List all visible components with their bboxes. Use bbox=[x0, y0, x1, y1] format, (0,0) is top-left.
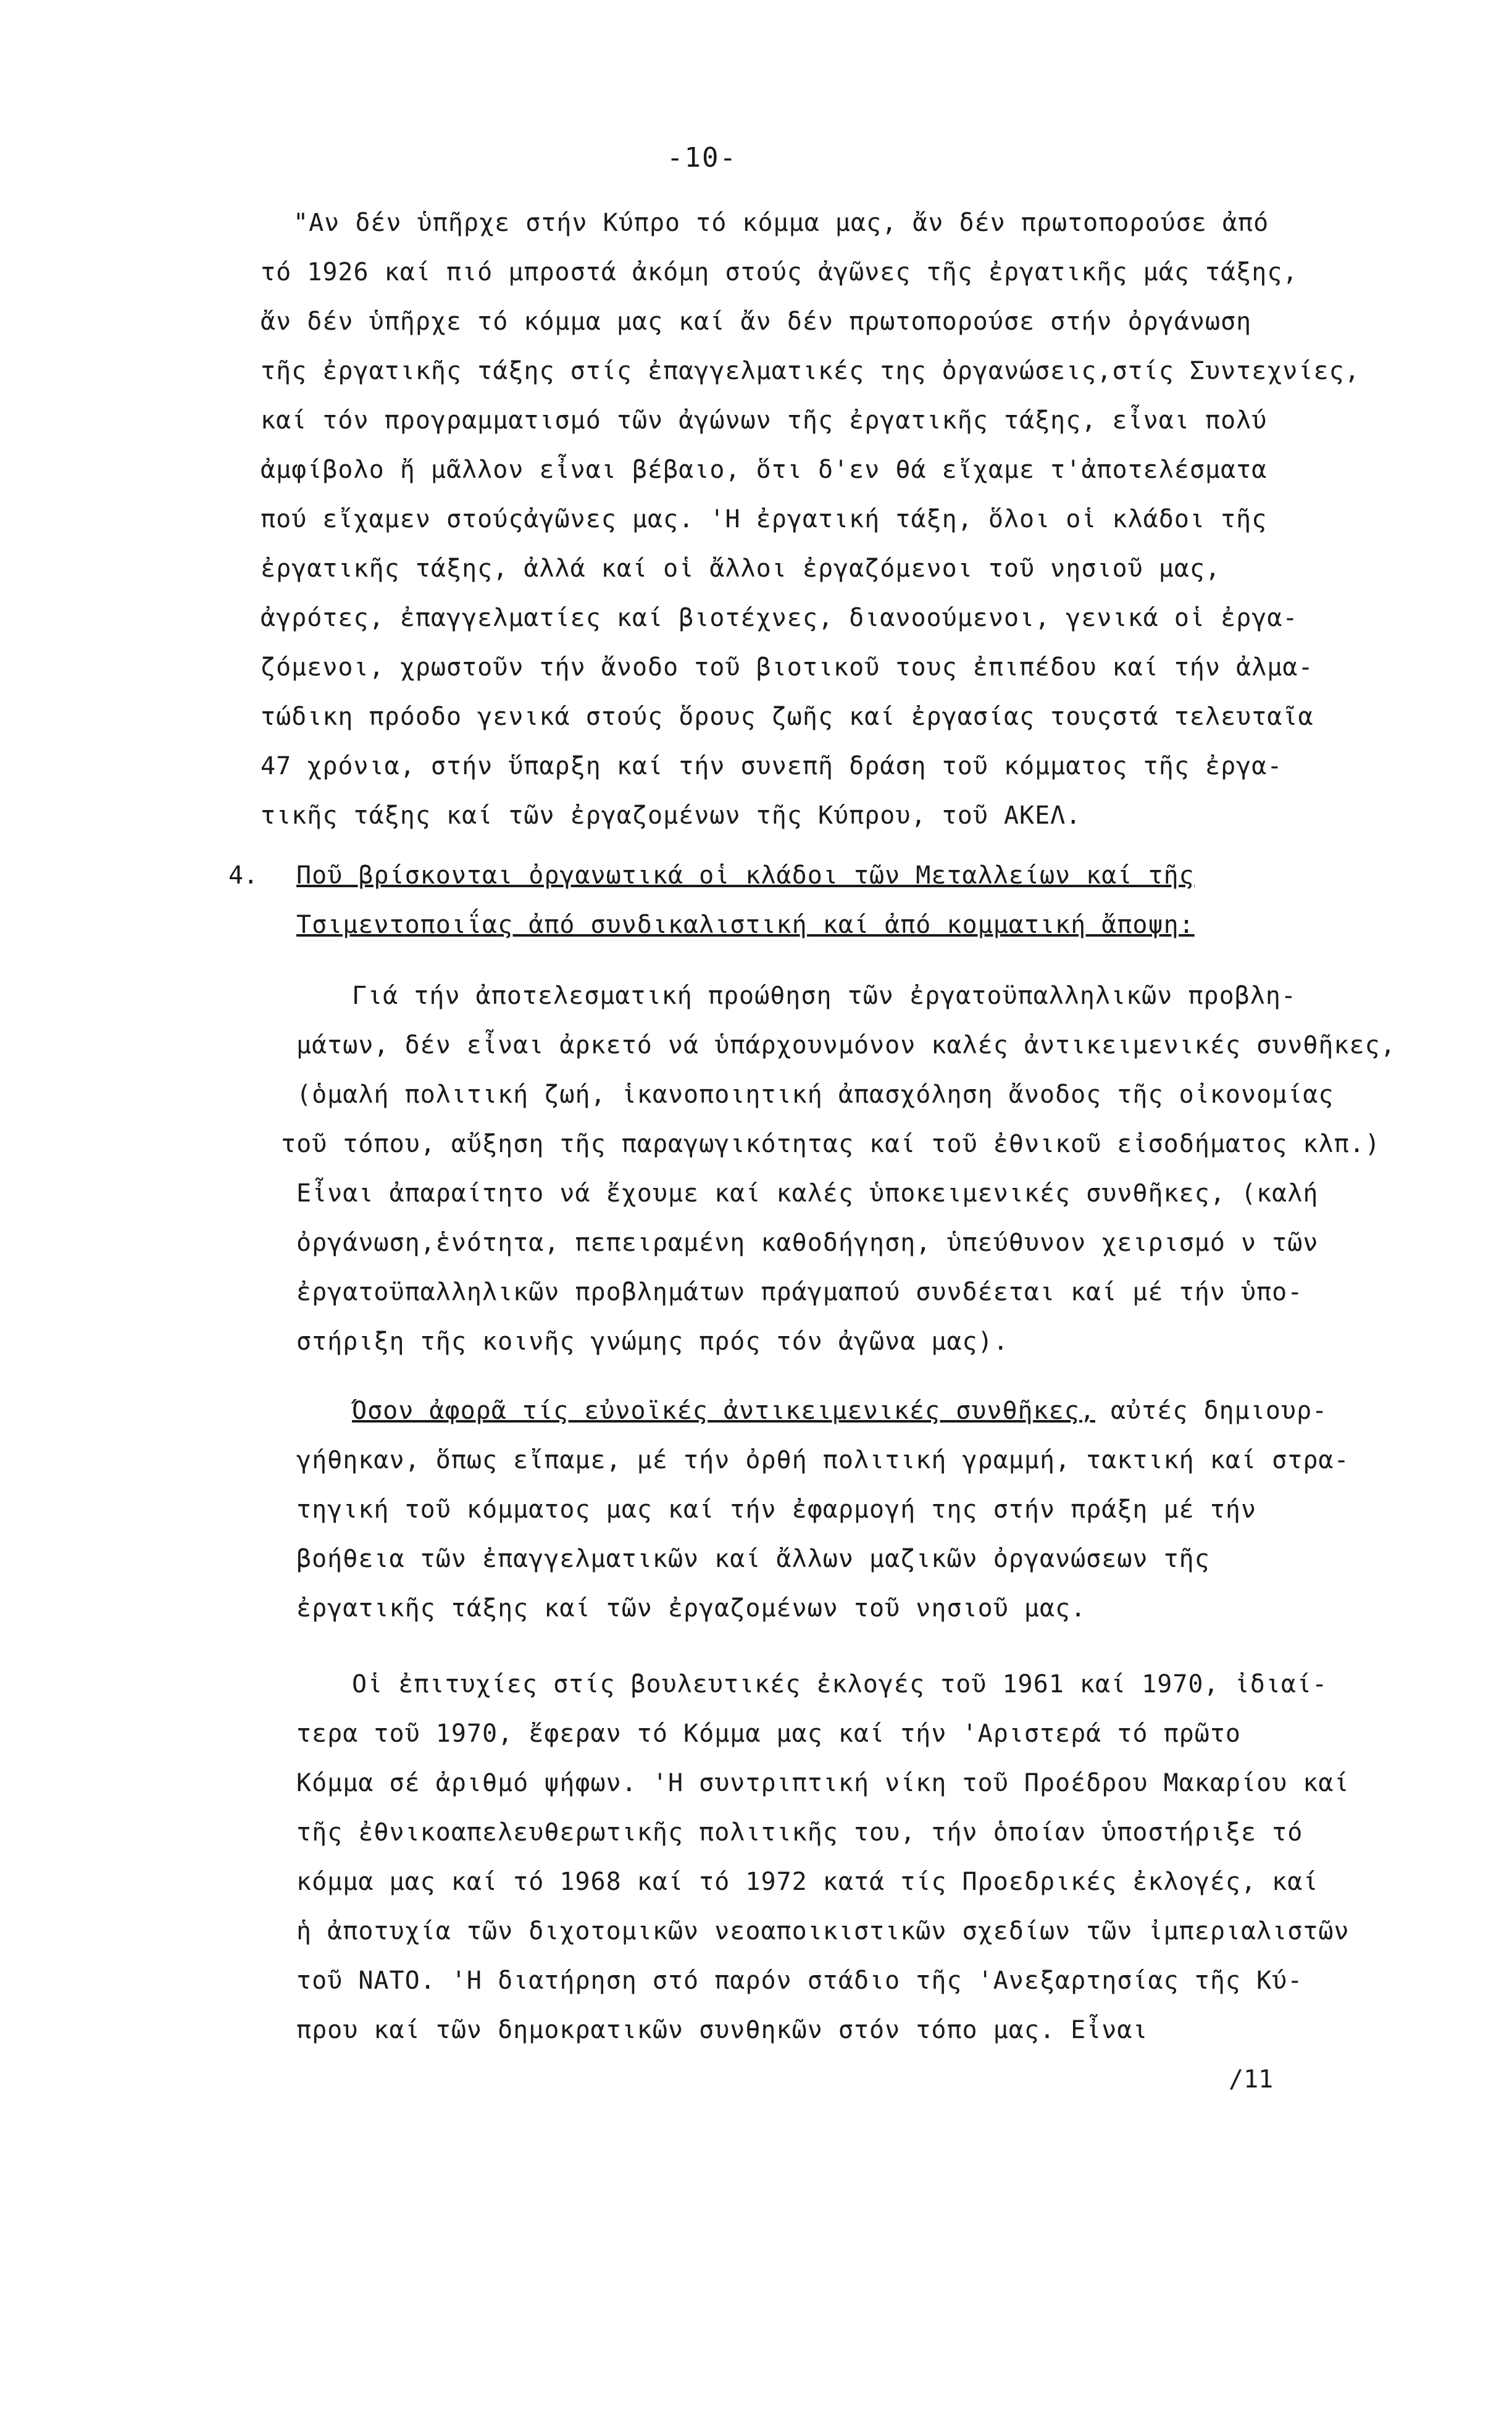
p2-line-2: μάτων, δέν εἶναι ἀρκετό νά ὑπάρχουνμόνον καλές ἀντικειμενικές συνθῆκες, bbox=[296, 1031, 1396, 1059]
p3-line-2: γήθηκαν, ὅπως εἴπαμε, μέ τήν ὀρθή πολιτική γραμμή, τακτική καί στρα- bbox=[296, 1446, 1350, 1474]
p1-line-4: τῆς ἐργατικῆς τάξης στίς ἐπαγγελματικές της ὀργανώσεις,στίς Συντεχνίες, bbox=[261, 357, 1360, 385]
p4-line-5: κόμμα μας καί τό 1968 καί τό 1972 κατά τίς Προεδρικές ἐκλογές, καί bbox=[296, 1868, 1319, 1896]
p4-line-8: πρου καί τῶν δημοκρατικῶν συνθηκῶν στόν τόπο μας. Εἶναι bbox=[296, 2016, 1148, 2044]
section-heading-line-1: Ποῦ βρίσκονται ὀργανωτικά οἱ κλάδοι τῶν Μεταλλείων καί τῆς bbox=[296, 861, 1195, 890]
p2-line-5: Εἶναι ἀπαραίτητο νά ἔχουμε καί καλές ὑποκειμενικές συνθῆκες, (καλή bbox=[296, 1179, 1319, 1208]
p1-line-5: καί τόν προγραμματισμό τῶν ἀγώνων τῆς ἐργατικῆς τάξης, εἶναι πολύ bbox=[261, 406, 1268, 435]
p2-line-1: Γιά τήν ἀποτελεσματική προώθηση τῶν ἐργατοϋπαλληλικῶν προβλη- bbox=[352, 982, 1297, 1010]
p2-line-6: ὀργάνωση,ἑνότητα, πεπειραμένη καθοδήγηση, ὑπεύθυνον χειρισμό ν τῶν bbox=[296, 1229, 1319, 1257]
p4-line-6: ἡ ἀποτυχία τῶν διχοτομικῶν νεοαποικιστικῶν σχεδίων τῶν ἰμπεριαλιστῶν bbox=[296, 1917, 1350, 1945]
p1-line-8: ἐργατικῆς τάξης, ἀλλά καί οἱ ἄλλοι ἐργαζόμενοι τοῦ νησιοῦ μας, bbox=[261, 554, 1221, 583]
p3-line-5: ἐργατικῆς τάξης καί τῶν ἐργαζομένων τοῦ νησιοῦ μας. bbox=[296, 1594, 1087, 1623]
p1-line-11: τώδικη πρόοδο γενικά στούς ὅρους ζωῆς καί ἐργασίας τουςστά τελευταῖα bbox=[261, 703, 1314, 731]
p1-line-10: ζόμενοι, χρωστοῦν τήν ἄνοδο τοῦ βιοτικοῦ τους ἐπιπέδου καί τήν ἀλμα- bbox=[261, 653, 1314, 682]
section-number: 4. bbox=[228, 861, 259, 890]
p2-line-4: τοῦ τόπου, αὔξηση τῆς παραγωγικότητας καί τοῦ ἐθνικοῦ εἰσοδήματος κλπ.) bbox=[281, 1130, 1380, 1158]
p4-line-4: τῆς ἐθνικοαπελευθερωτικῆς πολιτικῆς του, τήν ὁποίαν ὑποστήριξε τό bbox=[296, 1818, 1303, 1847]
p1-line-9: ἀγρότες, ἐπαγγελματίες καί βιοτέχνες, διανοούμενοι, γενικά οἱ ἐργα- bbox=[261, 604, 1298, 632]
p3-line-1 bbox=[352, 1397, 1327, 1425]
section-heading-line-2: Τσιμεντοποιΐας ἀπό συνδικαλιστική καί ἀπό κομματική ἄποψη: bbox=[296, 911, 1195, 939]
p4-line-1: Οἱ ἐπιτυχίες στίς βουλευτικές ἐκλογές τοῦ 1961 καί 1970, ἰδιαί- bbox=[352, 1670, 1328, 1699]
continuation-marker: /11 bbox=[1229, 2065, 1274, 2094]
p4-line-3: Κόμμα σέ ἀριθμό ψήφων. 'Η συντριπτική νίκη τοῦ Προέδρου Μακαρίου καί bbox=[296, 1769, 1350, 1797]
p3-line-4: βοήθεια τῶν ἐπαγγελματικῶν καί ἄλλων μαζικῶν ὀργανώσεων τῆς bbox=[296, 1545, 1210, 1573]
p2-line-3: (ὁμαλή πολιτική ζωή, ἱκανοποιητική ἀπασχόληση ἄνοδος τῆς οἰκονομίας bbox=[296, 1080, 1334, 1109]
p3-first-line-rest: αὐτές δημιουρ- bbox=[1095, 1397, 1328, 1425]
p3-underlined-lead: Όσον ἀφορᾶ τίς εὐνοϊκές ἀντικειμενικές συνθῆκες, bbox=[352, 1397, 1095, 1425]
p1-line-7: πού εἴχαμεν στούςἀγῶνες μας. 'Η ἐργατική τάξη, ὅλοι οἱ κλάδοι τῆς bbox=[261, 505, 1268, 533]
p2-line-8: στήριξη τῆς κοινῆς γνώμης πρός τόν ἀγῶνα μας). bbox=[296, 1327, 1009, 1356]
page-number: -10- bbox=[667, 142, 737, 173]
p1-line-12: 47 χρόνια, στήν ὕπαρξη καί τήν συνεπῆ δράση τοῦ κόμματος τῆς ἐργα- bbox=[261, 752, 1283, 780]
p2-line-7: ἐργατοϋπαλληλικῶν προβλημάτων πράγμαπού συνδέεται καί μέ τήν ὑπο- bbox=[296, 1278, 1303, 1306]
p4-line-2: τερα τοῦ 1970, ἔφεραν τό Κόμμα μας καί τήν 'Αριστερά τό πρῶτο bbox=[296, 1719, 1242, 1748]
p1-line-6: ἀμφίβολο ἤ μᾶλλον εἶναι βέβαιο, ὅτι δ'εν θά εἴχαμε τ'ἀποτελέσματα bbox=[261, 456, 1268, 484]
p1-line-3: ἄν δέν ὑπῆρχε τό κόμμα μας καί ἄν δέν πρωτοπορούσε στήν ὀργάνωση bbox=[261, 307, 1252, 336]
p1-line-2: τό 1926 καί πιό μπροστά ἀκόμη στούς ἀγῶνες τῆς ἐργατικῆς μάς τάξης, bbox=[261, 258, 1298, 286]
p1-line-1: "Αν δέν ὑπῆρχε στήν Κύπρο τό κόμμα μας, ἄν δέν πρωτοπορούσε ἀπό bbox=[293, 209, 1269, 237]
p3-line-3: τηγική τοῦ κόμματος μας καί τήν ἐφαρμογή της στήν πράξη μέ τήν bbox=[296, 1495, 1257, 1524]
p1-line-13: τικῆς τάξης καί τῶν ἐργαζομένων τῆς Κύπρου, τοῦ ΑΚΕΛ. bbox=[261, 801, 1082, 830]
p4-line-7: τοῦ ΝΑΤΟ. 'Η διατήρηση στό παρόν στάδιο τῆς 'Ανεξαρτησίας τῆς Κύ- bbox=[296, 1966, 1303, 1995]
